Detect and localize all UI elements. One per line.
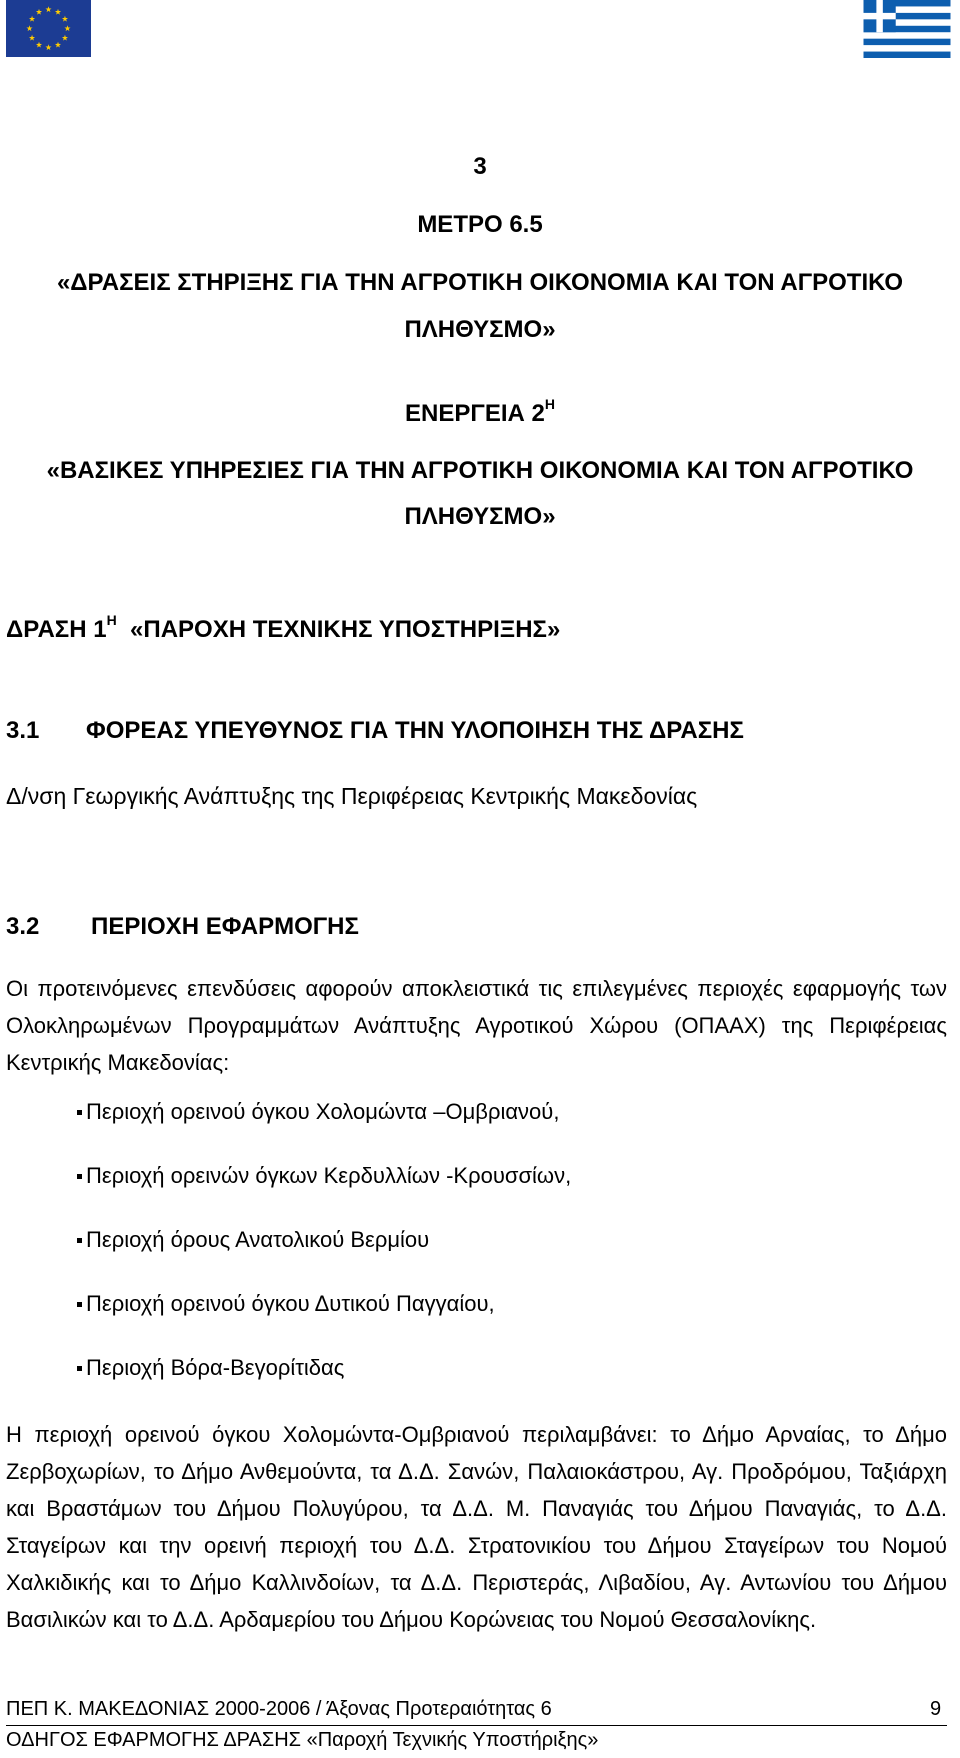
bullet-square-icon: [77, 1110, 82, 1115]
measure-heading: ΜΕΤΡΟ 6.5: [417, 211, 543, 238]
energy-title-line-1: «ΒΑΣΙΚΕΣ ΥΠΗΡΕΣΙΕΣ ΓΙΑ ΤΗΝ ΑΓΡΟΤΙΚΗ ΟΙΚΟΝΟΜΙΑ ΚΑΙ ΤΟΝ ΑΓΡΟΤΙΚΟ: [46, 457, 914, 484]
section-3-1-heading: 3.1 ΦΟΡΕΑΣ ΥΠΕΥΘΥΝΟΣ ΓΙΑ ΤΗΝ ΥΛΟΠΟΙΗΣΗ ΤΗΣ ΔΡΑΣΗΣ: [6, 717, 744, 744]
list-item: Περιοχή ορεινών όγκων Κερδυλλίων -Κρουσσίων,: [86, 1161, 571, 1225]
measure-title-line-1: «ΔΡΑΣΕΙΣ ΣΤΗΡΙΞΗΣ ΓΙΑ ΤΗΝ ΑΓΡΟΤΙΚΗ ΟΙΚΟΝΟΜΙΑ ΚΑΙ ΤΟΝ ΑΓΡΟΤΙΚΟ: [56, 269, 904, 296]
eu-flag-icon: [6, 0, 91, 57]
list-item: Περιοχή όρους Ανατολικού Βερμίου: [86, 1225, 571, 1289]
list-item: Περιοχή Βόρα-Βεγορίτιδας: [86, 1353, 571, 1417]
greece-flag-icon: [863, 0, 951, 58]
bullet-square-icon: [77, 1302, 82, 1307]
chapter-number: 3: [473, 153, 487, 180]
section-3-1-text: Δ/νση Γεωργικής Ανάπτυξης της Περιφέρειας Κεντρικής Μακεδονίας: [6, 783, 698, 809]
list-item: Περιοχή ορεινού όγκου Χολομώντα –Ομβριανού,: [86, 1097, 571, 1161]
footer-guide: ΟΔΗΓΟΣ ΕΦΑΡΜΟΓΗΣ ΔΡΑΣΗΣ «Παροχή Τεχνικής Υποστήριξης»: [6, 1729, 599, 1751]
list-item: Περιοχή ορεινού όγκου Δυτικού Παγγαίου,: [86, 1289, 571, 1353]
areas-list: [86, 1097, 571, 1417]
intro-paragraph: Οι προτεινόμενες επενδύσεις αφορούν αποκλειστικά τις επιλεγμένες περιοχές εφαρμογής των Ολοκληρωμένων Προγραμμάτων Ανάπτυξης Αγροτικού Χώρου (ΟΠΑΑΧ) της Περιφέρειας Κεντρικής Μακεδονίας:: [6, 976, 947, 1075]
section-3-2-heading: 3.2 ΠΕΡΙΟΧΗ ΕΦΑΡΜΟΓΗΣ: [6, 913, 359, 940]
action-heading: ΔΡΑΣΗ $1^H$ «ΠΑΡΟΧΗ ΤΕΧΝΙΚΗΣ ΥΠΟΣΤΗΡΙΞΗΣ»: [6, 612, 561, 643]
energy-heading: ΕΝΕΡΓΕΙΑ $2^H$: [405, 396, 555, 427]
bullet-square-icon: [77, 1366, 82, 1371]
footer-divider: [6, 1725, 947, 1726]
measure-title-line-2: ΠΛΗΘΥΣΜΟ»: [404, 316, 556, 343]
page-number: 9: [930, 1698, 942, 1720]
bullet-square-icon: [77, 1174, 82, 1179]
energy-title-line-2: ΠΛΗΘΥΣΜΟ»: [404, 503, 556, 530]
footer-program: ΠΕΠ Κ. ΜΑΚΕΔΟΝΙΑΣ 2000-2006 / Άξονας Προτεραιότητας 6: [6, 1698, 552, 1720]
closing-paragraph: Η περιοχή ορεινού όγκου Χολομώντα-Ομβριανού περιλαμβάνει: το Δήμο Αρναίας, το Δήμο Ζερβοχωρίων, το Δήμο Ανθεμούντα, τα Δ.Δ. Σανών, Παλαιοκάστρου, Αγ. Προδρόμου, Ταξιάρχη και Βραστάμων του Δήμου Πολυγύρου, τα Δ.Δ. Μ. Παναγιάς του Δήμου Παναγιάς, το Δ.Δ. Σταγείρων και την ορεινή περιοχή του Δ.Δ. Στρατονικίου του Δήμου Σταγείρων του Νομού Χαλκιδικής και το Δήμο Καλλινδοίων, τα Δ.Δ. Περιστεράς, Λιβαδίου, Αγ. Αντωνίου του Δήμου Βασιλικών και το Δ.Δ. Αρδαμερίου του Δήμου Κορώνειας του Νομού Θεσσαλονίκης.: [6, 1422, 947, 1632]
bullet-square-icon: [77, 1238, 82, 1243]
